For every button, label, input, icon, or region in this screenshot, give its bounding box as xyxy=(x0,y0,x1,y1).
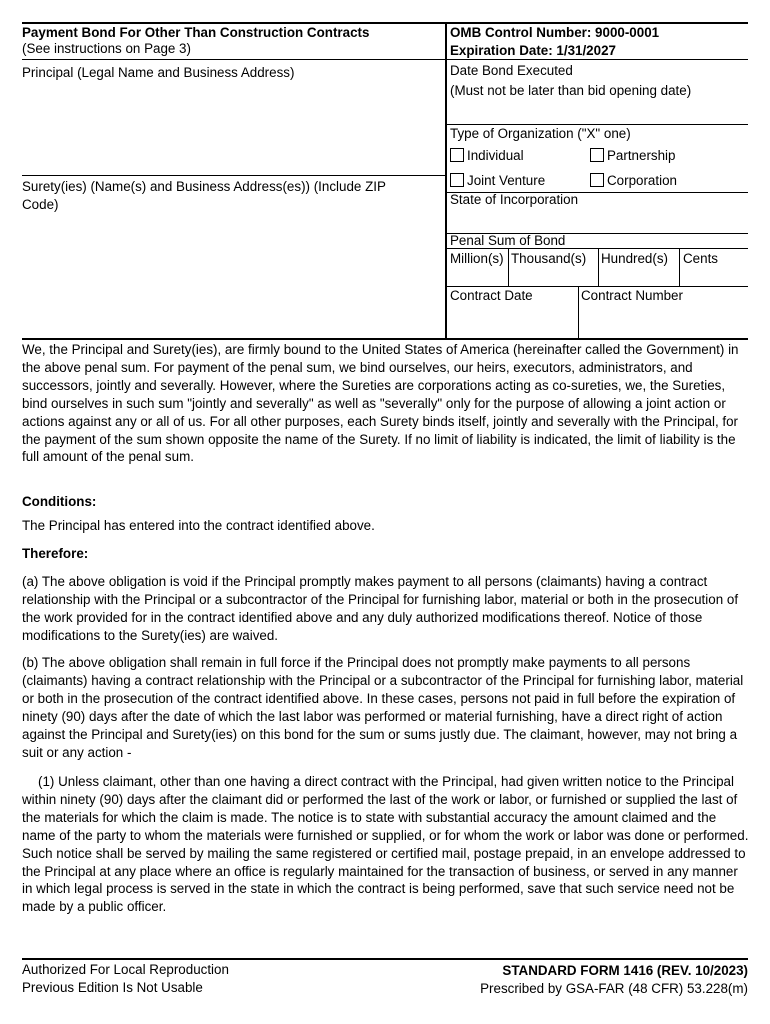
thousands-label: Thousand(s) xyxy=(511,251,587,266)
penal-col-divider-3 xyxy=(679,248,680,286)
intro-paragraph xyxy=(22,341,750,466)
form-title: Payment Bond For Other Than Construction Contracts xyxy=(22,25,370,40)
org-corporation-label: Corporation xyxy=(607,173,677,188)
checkbox-icon[interactable] xyxy=(450,173,464,187)
contract-col-divider xyxy=(578,286,579,338)
millions-label: Million(s) xyxy=(450,251,504,266)
state-incorp-label: State of Incorporation xyxy=(450,192,579,207)
header-bottom-rule xyxy=(22,338,748,340)
penal-col-divider-2 xyxy=(598,248,599,286)
org-partnership-label: Partnership xyxy=(607,148,676,163)
surety-label-line1: Surety(ies) (Name(s) and Business Address(es)) (Include ZIP xyxy=(22,179,386,194)
omb-control-number: OMB Control Number: 9000-0001 xyxy=(450,25,660,40)
surety-field[interactable] xyxy=(22,216,442,336)
checkbox-icon[interactable] xyxy=(590,148,604,162)
title-bottom-rule xyxy=(22,59,748,60)
expiration-date: Expiration Date: 1/31/2027 xyxy=(450,43,616,58)
org-individual-label: Individual xyxy=(467,148,524,163)
instructions-note: (See instructions on Page 3) xyxy=(22,41,191,56)
org-type-label: Type of Organization ("X" one) xyxy=(450,126,631,141)
form-number: STANDARD FORM 1416 (REV. 10/2023) xyxy=(502,963,748,978)
org-joint-venture-label: Joint Venture xyxy=(467,173,546,188)
surety-label-line2: Code) xyxy=(22,197,59,212)
therefore-heading: Therefore: xyxy=(22,546,89,561)
conditions-paragraph xyxy=(22,517,750,535)
org-partnership-option[interactable] xyxy=(590,147,675,165)
contract-number-label: Contract Number xyxy=(581,288,683,303)
prescribed-by: Prescribed by GSA-FAR (48 CFR) 53.228(m) xyxy=(480,981,748,996)
org-corporation-option[interactable] xyxy=(590,172,677,190)
paragraph-1 xyxy=(22,773,750,916)
org-joint-venture-option[interactable] xyxy=(450,172,545,190)
principal-field[interactable] xyxy=(22,82,442,172)
date-bond-note: (Must not be later than bid opening date) xyxy=(450,83,692,98)
form-page xyxy=(22,22,748,1002)
paragraph-a-text: (a) The above obligation is void if the Principal promptly makes payment to all persons (claimants) having a contract relationship with the Principal or a subcontractor of the Principal for furnishing labor, material or both in the prosecution of the work provided for in the contract identified above and any duly authorized modifications thereof. Notice of those modifications to the Surety(ies) are waived. xyxy=(22,574,739,643)
footer-rule xyxy=(22,958,748,960)
left-column-mid-rule xyxy=(22,175,445,176)
paragraph-b xyxy=(22,654,750,761)
conditions-heading: Conditions: xyxy=(22,494,97,509)
hundreds-label: Hundred(s) xyxy=(601,251,668,266)
penal-col-divider-1 xyxy=(508,248,509,286)
contract-date-label: Contract Date xyxy=(450,288,533,303)
org-individual-option[interactable] xyxy=(450,147,524,165)
cents-label: Cents xyxy=(683,251,718,266)
principal-label: Principal (Legal Name and Business Address) xyxy=(22,65,295,80)
footer-reproduction-note: Authorized For Local Reproduction xyxy=(22,962,229,977)
footer-edition-note: Previous Edition Is Not Usable xyxy=(22,980,203,995)
intro-text: We, the Principal and Surety(ies), are firmly bound to the United States of America (hereinafter called the Government) in the above penal sum. For payment of the penal sum, we bind ourselves, our heirs, executors, administrators, and successors, jointly and severally. However, where the Sureties are corporations acting as co-sureties, we, the Sureties, bind ourselves in such sum "jointly and severally" as well as "severally" only for the purpose of allowing a joint action or actions against any or all of us. For all other purposes, each Surety binds itself, jointly and severally with the Principal, for the payment of the sum shown opposite the name of the Surety. If no limit of liability is indicated, the limit of liability is the full amount of the penal sum. xyxy=(22,342,739,465)
center-divider xyxy=(445,22,447,338)
penal-sum-label: Penal Sum of Bond xyxy=(450,233,566,248)
paragraph-b-text: (b) The above obligation shall remain in full force if the Principal does not promptly make payments to all persons (claimants) having a contract relationship with the Principal or a subcontractor of the Principal for furnishing labor, material or both in the prosecution of the contract identified above. In these cases, persons not paid in full before the expiration of ninety (90) days after the date of which the last labor was performed or material furnishing, have a direct right of action against the Principal and Surety(ies) on this bond for the sum or sums justly due. The claimant, however, may not bring a suit or any action - xyxy=(22,655,744,760)
paragraph-1-text: (1) Unless claimant, other than one having a direct contract with the Principal, had given written notice to the Principal within ninety (90) days after the claimant did or performed the last of the work or labor, or furnished or supplied the last of the materials for which the claim is made. The notice is to state with substantial accuracy the amount claimed and the name of the party to whom the materials were furnished or supplied, or for whom the work or labor was done or performed. Such notice shall be served by mailing the same registered or certified mail, postage prepaid, in an envelope addressed to the Principal at any place where an office is regularly maintained for the transaction of business, or served in any manner in which legal process is served in the state in which the contract is being performed, save that such service need not be made by a public officer. xyxy=(22,774,749,915)
conditions-text: The Principal has entered into the contract identified above. xyxy=(22,518,375,533)
checkbox-icon[interactable] xyxy=(590,173,604,187)
date-bond-label: Date Bond Executed xyxy=(450,63,573,78)
paragraph-a xyxy=(22,573,750,645)
checkbox-icon[interactable] xyxy=(450,148,464,162)
